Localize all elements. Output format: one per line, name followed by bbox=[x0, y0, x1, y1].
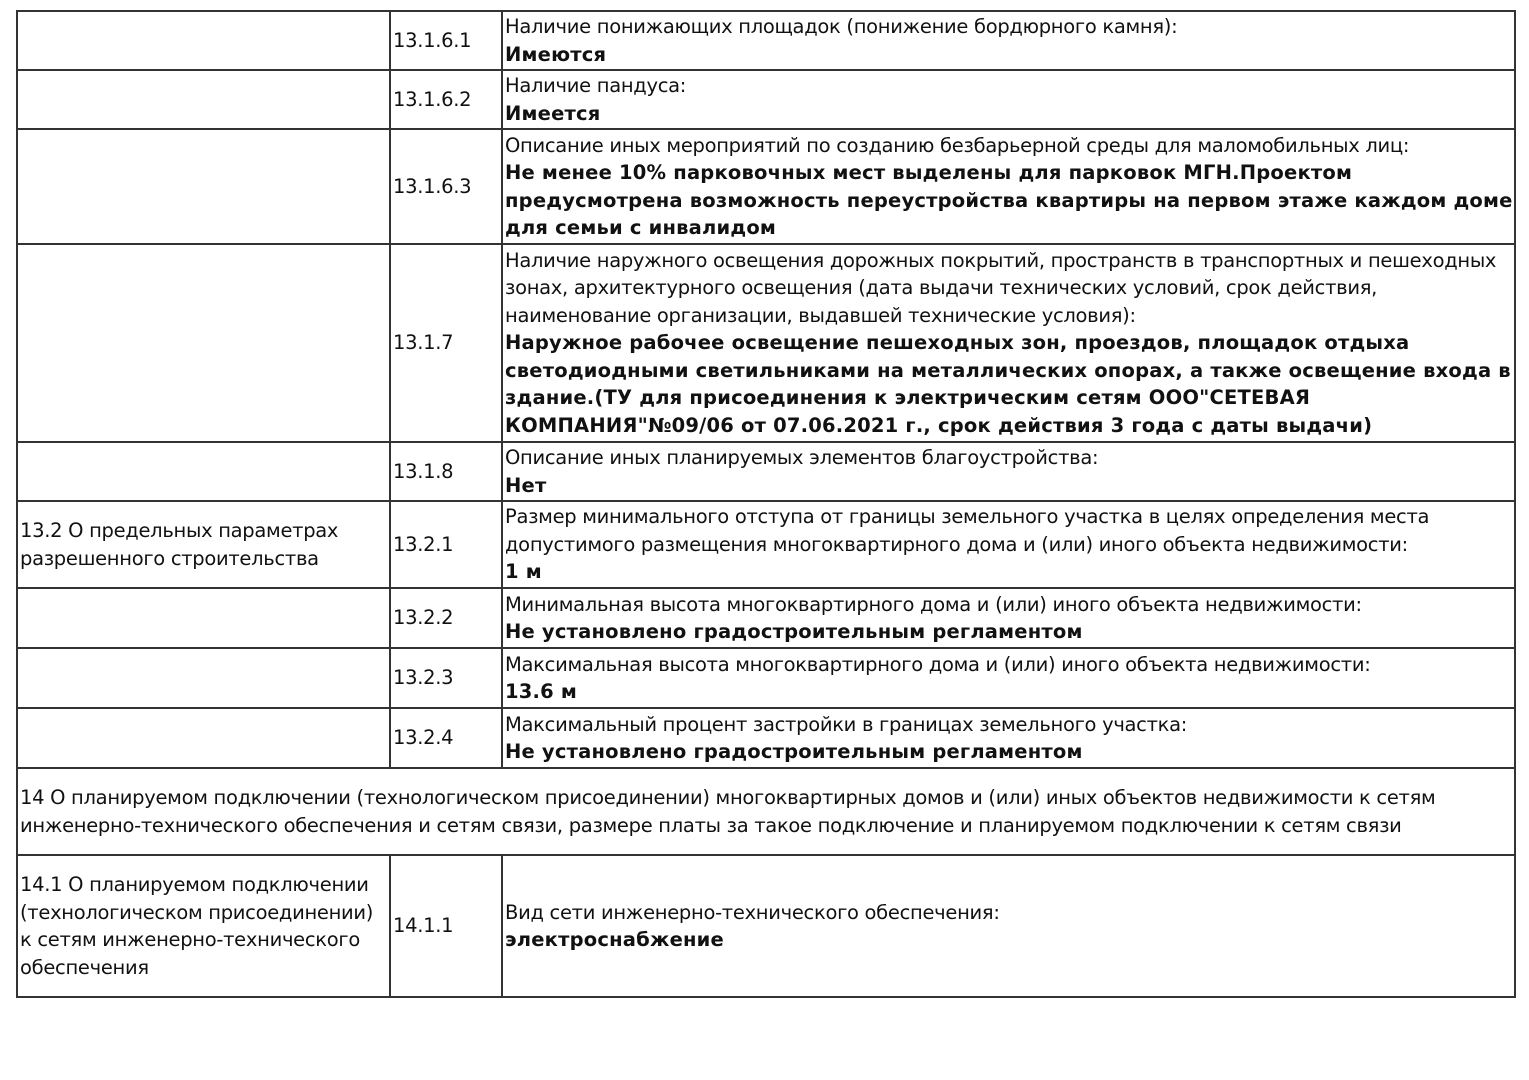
item-code: 13.2.2 bbox=[390, 588, 502, 648]
table-row bbox=[17, 588, 1515, 648]
item-label: Описание иных мероприятий по созданию безбарьерной среды для маломобильных лиц: bbox=[505, 133, 1410, 157]
section-cell bbox=[17, 648, 390, 708]
section-cell bbox=[17, 588, 390, 648]
table-row bbox=[17, 708, 1515, 768]
item-value: Имеются bbox=[505, 42, 607, 66]
item-label: Размер минимального отступа от границы земельного участка в целях определения места допустимого размещения многоквартирного дома и (или) иного объекта недвижимости: bbox=[505, 505, 1430, 556]
item-code: 14.1.1 bbox=[390, 855, 502, 997]
item-cell bbox=[502, 244, 1515, 442]
item-cell bbox=[502, 70, 1515, 129]
item-label: Наличие понижающих площадок (понижение бордюрного камня): bbox=[505, 15, 1178, 38]
item-code: 13.2.3 bbox=[390, 648, 502, 708]
item-value: 1 м bbox=[505, 560, 542, 584]
section-cell: 14.1 О планируемом подключении (технологическом присоединении) к сетям инженерно-технического обеспечения bbox=[17, 855, 390, 997]
section-cell bbox=[17, 244, 390, 442]
item-value: Не менее 10% парковочных мест выделены для парковок МГН.Проектом предусмотрена возможность переустройства квартиры на первом этаже каждом доме для семьи с инвалидом bbox=[505, 161, 1513, 239]
item-value: Имеется bbox=[505, 101, 601, 125]
disclosure-table bbox=[16, 10, 1516, 998]
item-code: 13.2.4 bbox=[390, 708, 502, 768]
table-row bbox=[17, 129, 1515, 244]
item-label: Минимальная высота многоквартирного дома и (или) иного объекта недвижимости: bbox=[505, 592, 1362, 616]
section-heading-row bbox=[17, 768, 1515, 855]
item-code: 13.1.6.2 bbox=[390, 70, 502, 129]
section-cell bbox=[17, 11, 390, 70]
item-label: Наличие пандуса: bbox=[505, 74, 687, 97]
item-value: Не установлено градостроительным регламентом bbox=[505, 740, 1083, 763]
table-row bbox=[17, 855, 1515, 997]
item-cell bbox=[502, 442, 1515, 501]
item-label: Описание иных планируемых элементов благоустройства: bbox=[505, 446, 1099, 469]
table-row bbox=[17, 244, 1515, 442]
item-cell bbox=[502, 708, 1515, 768]
item-label: Наличие наружного освещения дорожных покрытий, пространств в транспортных и пешеходных зонах, архитектурного освещения (дата выдачи технических условий, срок действия, наименование организации, выдавшей технические условия): bbox=[505, 248, 1497, 327]
item-label: Максимальная высота многоквартирного дома и (или) иного объекта недвижимости: bbox=[505, 652, 1371, 676]
section-cell bbox=[17, 708, 390, 768]
item-value: Наружное рабочее освещение пешеходных зон, проездов, площадок отдыха светодиодными светильниками на металлических опорах, а также освещение входа в здание.(ТУ для присоединения к электрическим сетям ООО"СЕТЕВАЯ КОМПАНИЯ"№09/06 от 07.06.2021 г., срок действия 3 года с даты выдачи) bbox=[505, 331, 1511, 437]
table-row bbox=[17, 501, 1515, 588]
table-row bbox=[17, 648, 1515, 708]
item-value: Нет bbox=[505, 473, 547, 497]
table-row bbox=[17, 11, 1515, 70]
table-row bbox=[17, 442, 1515, 501]
item-label: Максимальный процент застройки в границах земельного участка: bbox=[505, 712, 1188, 736]
item-code: 13.1.7 bbox=[390, 244, 502, 442]
item-value: Не установлено градостроительным регламентом bbox=[505, 620, 1083, 643]
section-cell: 13.2 О предельных параметрах разрешенного строительства bbox=[17, 501, 390, 588]
item-cell bbox=[502, 11, 1515, 70]
section-cell bbox=[17, 70, 390, 129]
table-row bbox=[17, 70, 1515, 129]
section-14-heading: 14 О планируемом подключении (технологическом присоединении) многоквартирных домов и (или) иных объектов недвижимости к сетям инженерно-технического обеспечения и сетям связи, размере платы за такое подключение и планируемом подключении к сетям связи bbox=[17, 768, 1515, 855]
item-cell bbox=[502, 129, 1515, 244]
section-cell bbox=[17, 442, 390, 501]
item-code: 13.1.6.1 bbox=[390, 11, 502, 70]
item-code: 13.1.6.3 bbox=[390, 129, 502, 244]
item-value: 13.6 м bbox=[505, 680, 578, 703]
item-code: 13.1.8 bbox=[390, 442, 502, 501]
item-cell bbox=[502, 855, 1515, 997]
item-cell bbox=[502, 588, 1515, 648]
item-code: 13.2.1 bbox=[390, 501, 502, 588]
item-value: электроснабжение bbox=[505, 928, 724, 951]
item-label: Вид сети инженерно-технического обеспечения: bbox=[505, 900, 1000, 924]
item-cell bbox=[502, 648, 1515, 708]
section-cell bbox=[17, 129, 390, 244]
item-cell bbox=[502, 501, 1515, 588]
